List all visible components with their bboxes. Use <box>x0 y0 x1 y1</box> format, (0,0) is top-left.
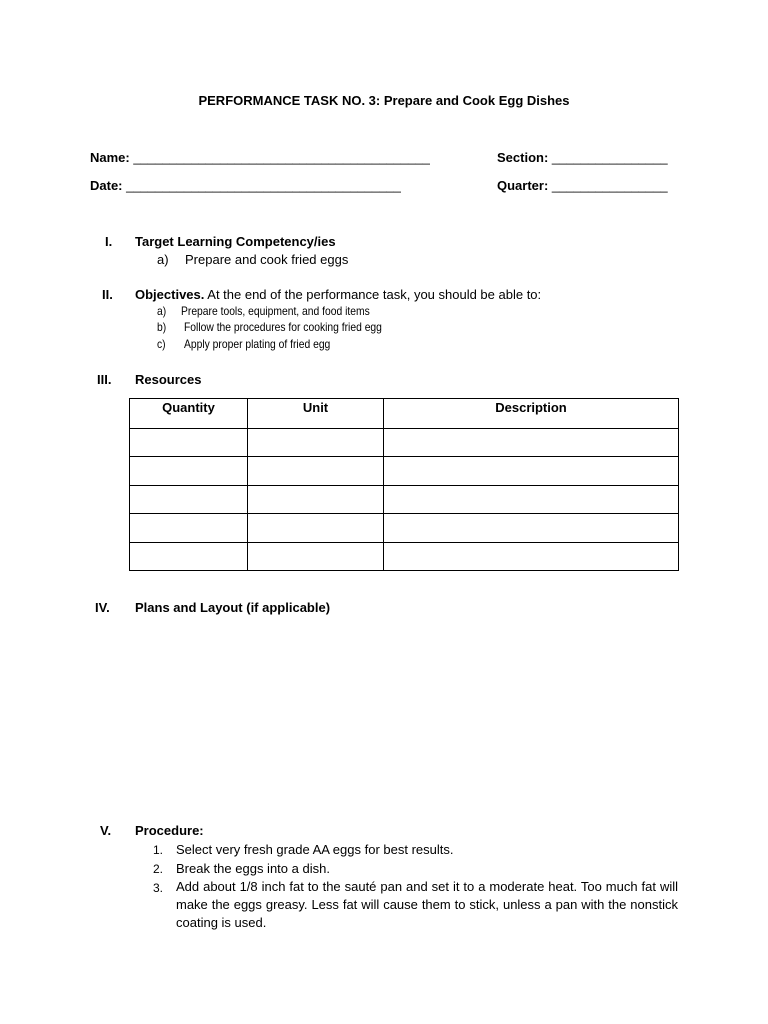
section-2-heading: Objectives. <box>135 287 205 302</box>
description-cell[interactable] <box>384 514 679 543</box>
unit-cell[interactable] <box>248 542 384 571</box>
unit-cell[interactable] <box>248 428 384 457</box>
quarter-field <box>497 178 668 193</box>
table-row <box>130 457 679 486</box>
section-1-item-marker: a) <box>157 252 169 267</box>
quantity-cell[interactable] <box>130 428 248 457</box>
procedure-step-3: Add about 1/8 inch fat to the sauté pan and set it to a moderate heat. Too much fat will make the eggs greasy. Less fat will cause them to stick, unless a pan with the nonstick coating is used. <box>176 879 678 930</box>
page-title: PERFORMANCE TASK NO. 3: Prepare and Cook Egg Dishes <box>198 93 570 108</box>
section-5-heading: Procedure: <box>135 823 204 838</box>
procedure-number-2: 2. <box>153 862 164 876</box>
section-2-heading-line <box>135 287 541 302</box>
procedure-step-2: Break the eggs into a dish. <box>176 861 330 876</box>
section-3-numeral: III. <box>97 372 112 387</box>
objective-marker-b: b) <box>157 320 167 334</box>
name-field <box>90 150 430 165</box>
section-1-item-text: Prepare and cook fried eggs <box>185 252 349 267</box>
section-4-numeral: IV. <box>95 600 110 615</box>
objective-text-c: Apply proper plating of fried egg <box>184 337 331 351</box>
name-label: Name: <box>90 150 130 165</box>
section-2-intro: At the end of the performance task, you should be able to: <box>204 287 542 302</box>
objective-marker-c: c) <box>157 337 166 351</box>
description-cell[interactable] <box>384 428 679 457</box>
procedure-number-3: 3. <box>153 881 164 895</box>
procedure-number-1: 1. <box>153 843 164 857</box>
procedure-step-1: Select very fresh grade AA eggs for best results. <box>176 842 454 857</box>
quantity-header: Quantity <box>130 399 248 429</box>
description-cell[interactable] <box>384 457 679 486</box>
section-1-numeral: I. <box>105 234 113 249</box>
description-header: Description <box>384 399 679 429</box>
description-cell[interactable] <box>384 485 679 514</box>
section-field <box>497 150 668 165</box>
table-row <box>130 428 679 457</box>
table-row <box>130 485 679 514</box>
quantity-cell[interactable] <box>130 542 248 571</box>
unit-cell[interactable] <box>248 485 384 514</box>
section-1-heading: Target Learning Competency/ies <box>135 234 336 249</box>
section-3-heading: Resources <box>135 372 202 387</box>
description-cell[interactable] <box>384 542 679 571</box>
section-5-numeral: V. <box>100 823 112 838</box>
section-line: ________________ <box>551 150 668 165</box>
date-label: Date: <box>90 178 123 193</box>
section-label: Section: <box>497 150 549 165</box>
quarter-line: ________________ <box>551 178 668 193</box>
date-field <box>90 178 401 193</box>
table-row <box>130 514 679 543</box>
unit-cell[interactable] <box>248 457 384 486</box>
quarter-label: Quarter: <box>497 178 549 193</box>
quantity-cell[interactable] <box>130 514 248 543</box>
quantity-cell[interactable] <box>130 457 248 486</box>
name-line: _________________________________________ <box>133 150 430 165</box>
table-header-row <box>130 399 679 429</box>
section-2-numeral: II. <box>102 287 113 302</box>
quantity-cell[interactable] <box>130 485 248 514</box>
section-4-heading: Plans and Layout (if applicable) <box>135 600 331 615</box>
objective-text-a: Prepare tools, equipment, and food items <box>181 304 370 318</box>
objective-text-b: Follow the procedures for cooking fried egg <box>184 320 382 334</box>
unit-header: Unit <box>248 399 384 429</box>
resources-table <box>129 398 679 571</box>
date-line: ______________________________________ <box>126 178 401 193</box>
objective-marker-a: a) <box>157 304 167 318</box>
unit-cell[interactable] <box>248 514 384 543</box>
table-row <box>130 542 679 571</box>
